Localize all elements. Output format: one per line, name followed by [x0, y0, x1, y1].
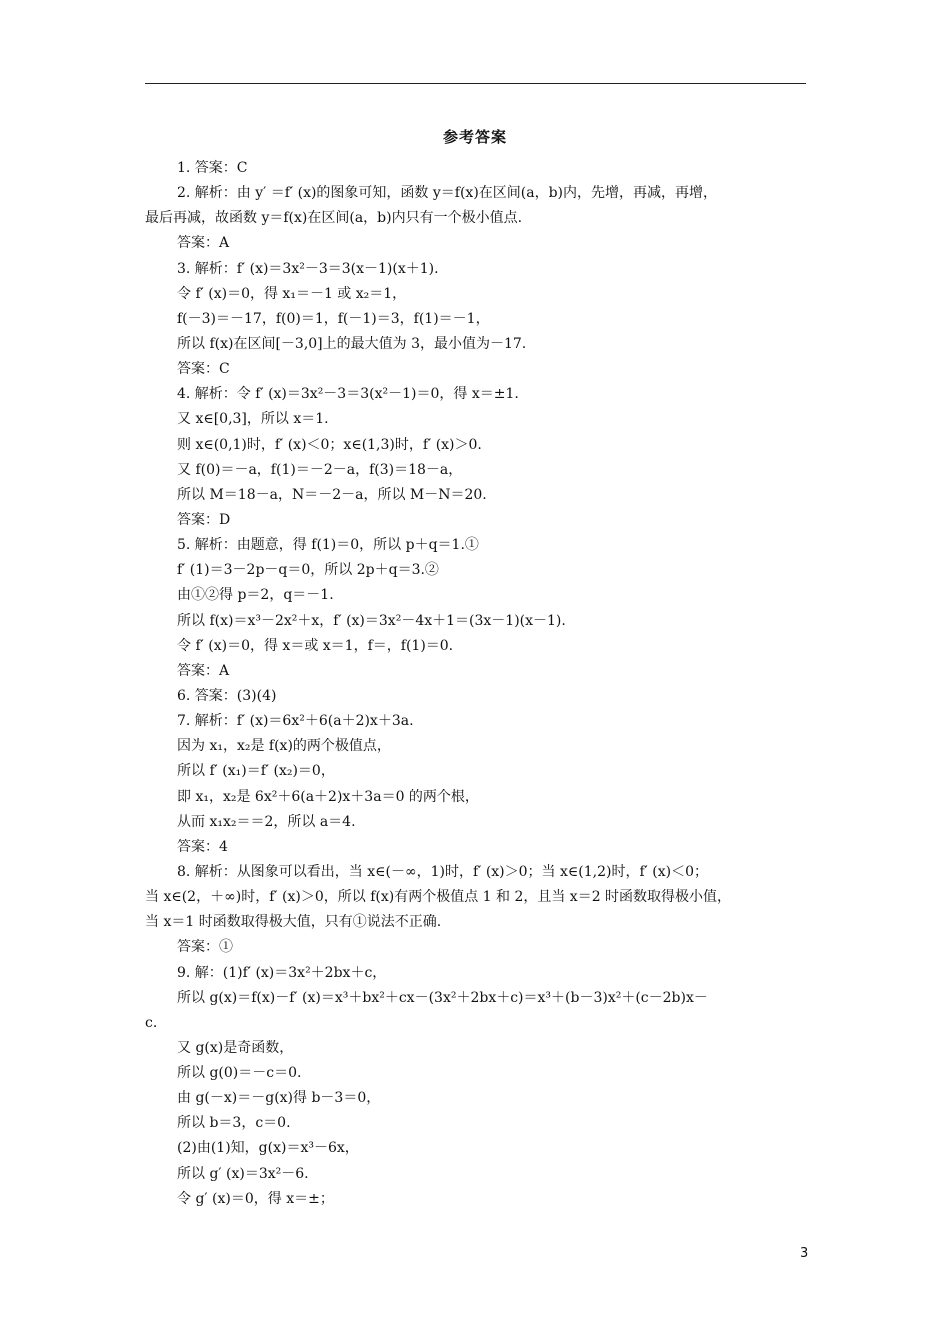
text-line: 从而 x₁x₂＝＝2，所以 a＝4.: [177, 813, 356, 830]
text-line: 令 f′ (x)＝0，得 x＝或 x＝1，f＝，f(1)＝0.: [177, 637, 454, 654]
text-line: 所以 g(0)＝－c＝0.: [177, 1065, 302, 1082]
text-line: 因为 x₁，x₂是 f(x)的两个极值点，: [177, 738, 391, 755]
text-line: f′ (1)＝3－2p－q＝0，所以 2p＋q＝3.②: [177, 562, 439, 579]
text-line: 又 x∈[0,3]，所以 x＝1.: [177, 411, 329, 428]
text-line: 答案：D: [177, 511, 231, 528]
text-line: 所以 g′ (x)＝3x²－6.: [177, 1165, 309, 1182]
text-line: 最后再减，故函数 y＝f(x)在区间(a，b)内只有一个极小值点.: [145, 210, 523, 227]
text-line: 1. 答案：C: [177, 160, 248, 176]
text-line: 当 x＝1 时函数取得极大值，只有①说法不正确.: [145, 914, 442, 931]
text-line: 9. 解：(1)f′ (x)＝3x²＋2bx＋c，: [177, 964, 387, 981]
text-line: 所以 b＝3，c＝0.: [177, 1115, 291, 1132]
text-line: 答案：4: [177, 838, 228, 855]
text-line: (2)由(1)知，g(x)＝x³－6x，: [177, 1140, 359, 1157]
text-line: 所以 f(x)＝x³－2x²＋x，f′ (x)＝3x²－4x＋1＝(3x－1)(x－1).: [177, 612, 566, 629]
text-line: 答案：①: [177, 939, 233, 956]
text-line: 由 g(－x)＝－g(x)得 b－3＝0，: [177, 1090, 381, 1107]
text-line: 所以 f′ (x₁)＝f′ (x₂)＝0，: [177, 763, 335, 780]
text-line: 答案：A: [177, 662, 230, 679]
text-line: 又 f(0)＝－a，f(1)＝－2－a，f(3)＝18－a，: [177, 461, 463, 478]
text-line: 由①②得 p＝2，q＝－1.: [177, 587, 334, 604]
text-line: c.: [145, 1014, 158, 1031]
text-line: f(－3)＝－17，f(0)＝1，f(－1)＝3，f(1)＝－1，: [177, 310, 490, 327]
text-line: 即 x₁，x₂是 6x²＋6(a＋2)x＋3a＝0 的两个根，: [177, 788, 479, 805]
page-number: 3: [800, 1246, 809, 1261]
text-line: 答案：C: [177, 361, 230, 378]
text-line: 所以 g(x)＝f(x)－f′ (x)＝x³＋bx²＋cx－(3x²＋2bx＋c)＝x³＋(b－3)x²＋(c－2b)x－: [177, 989, 708, 1006]
text-line: 令 f′ (x)＝0，得 x₁＝－1 或 x₂＝1，: [177, 285, 407, 302]
text-line: 所以 M＝18－a，N＝－2－a，所以 M－N＝20.: [177, 486, 487, 503]
text-line: 所以 f(x)在区间[－3,0]上的最大值为 3，最小值为－17.: [177, 335, 527, 352]
text-line: 4. 解析：令 f′ (x)＝3x²－3＝3(x²－1)＝0，得 x＝±1.: [177, 386, 519, 403]
text-line: 2. 解析：由 y′ ＝f′ (x)的图象可知，函数 y＝f(x)在区间(a，b)内，先增，再减，再增，: [177, 185, 718, 202]
page-title: 参考答案: [442, 128, 507, 146]
text-line: 8. 解析：从图象可以看出，当 x∈(－∞，1)时，f′ (x)＞0；当 x∈(1,2)时，f′ (x)＜0；: [177, 863, 708, 880]
text-line: 当 x∈(2，＋∞)时，f′ (x)＞0，所以 f(x)有两个极值点 1 和 2，且当 x＝2 时函数取得极小值，: [145, 889, 732, 906]
header-rule: [145, 83, 806, 84]
text-line: 又 g(x)是奇函数，: [177, 1039, 294, 1056]
text-line: 则 x∈(0,1)时，f′ (x)＜0；x∈(1,3)时，f′ (x)＞0.: [177, 436, 482, 453]
text-line: 7. 解析：f′ (x)＝6x²＋6(a＋2)x＋3a.: [177, 713, 414, 730]
text-line: 答案：A: [177, 235, 230, 252]
text-line: 3. 解析：f′ (x)＝3x²－3＝3(x－1)(x＋1).: [177, 260, 439, 277]
text-line: 令 g′ (x)＝0，得 x＝±；: [177, 1190, 334, 1207]
answer-body: [145, 156, 806, 1212]
text-line: 6. 答案：(3)(4): [177, 687, 277, 704]
text-line: 5. 解析：由题意，得 f(1)＝0，所以 p＋q＝1.①: [177, 537, 479, 554]
